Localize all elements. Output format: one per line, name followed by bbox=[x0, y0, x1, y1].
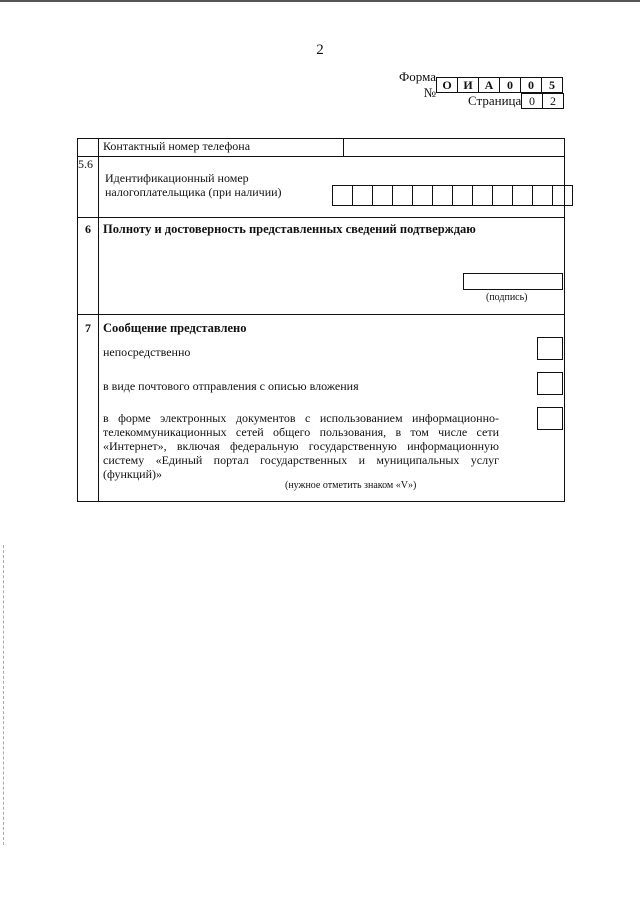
phone-label: Контактный номер телефона bbox=[99, 139, 344, 157]
application-form-table bbox=[77, 138, 565, 502]
page-counter-row bbox=[468, 93, 564, 109]
inn-digit-box[interactable] bbox=[532, 185, 553, 206]
inn-digit-box[interactable] bbox=[452, 185, 473, 206]
inn-label-line1: Идентификационный номер bbox=[105, 171, 249, 185]
option-electronic-label: в форме электронных документов с использованием информационно-телекоммуникационных сетей общего пользования, в том числе сети «Интернет», включая федеральную государственную информационную систему «Единый портал государственных и муниципальных услуг (функций)» bbox=[103, 411, 499, 481]
form-code-cell: И bbox=[457, 77, 479, 93]
inn-digit-box[interactable] bbox=[432, 185, 453, 206]
confirmation-cell bbox=[99, 218, 565, 315]
inn-digit-box[interactable] bbox=[552, 185, 573, 206]
phone-row bbox=[78, 139, 565, 157]
option-electronic-checkbox[interactable] bbox=[537, 407, 563, 430]
form-number-row bbox=[384, 69, 564, 100]
confirmation-number: 6 bbox=[78, 218, 99, 315]
form-header bbox=[384, 69, 564, 109]
signature-label: (подпись) bbox=[486, 292, 528, 303]
submission-title: Сообщение представлено bbox=[103, 321, 247, 335]
option-mail-checkbox[interactable] bbox=[537, 372, 563, 395]
phone-row-number bbox=[78, 139, 99, 157]
form-code-cell: 5 bbox=[541, 77, 563, 93]
option-direct-checkbox[interactable] bbox=[537, 337, 563, 360]
inn-number: 5.6 bbox=[78, 157, 99, 218]
page-digit-cell: 0 bbox=[521, 93, 543, 109]
inn-digit-box[interactable] bbox=[352, 185, 373, 206]
top-border-line bbox=[0, 0, 640, 2]
phone-input[interactable] bbox=[344, 139, 565, 157]
inn-cell bbox=[99, 157, 565, 218]
form-code-cell: 0 bbox=[499, 77, 521, 93]
checkbox-instruction-note: (нужное отметить знаком «V») bbox=[285, 480, 417, 491]
inn-digit-boxes bbox=[333, 185, 573, 206]
option-mail-label: в виде почтового отправления с описью вложения bbox=[103, 379, 359, 393]
form-number-label: Форма № bbox=[399, 69, 436, 100]
form-code-cell: А bbox=[478, 77, 500, 93]
submission-row bbox=[78, 315, 565, 502]
inn-row bbox=[78, 157, 565, 218]
signature-field[interactable] bbox=[463, 273, 563, 290]
inn-label bbox=[105, 171, 282, 199]
submission-number: 7 bbox=[78, 315, 99, 502]
scan-margin-line bbox=[3, 545, 4, 845]
confirmation-row bbox=[78, 218, 565, 315]
page-counter-label: Страница bbox=[468, 93, 522, 108]
inn-digit-box[interactable] bbox=[512, 185, 533, 206]
form-code-cell: 0 bbox=[520, 77, 542, 93]
confirmation-title: Полноту и достоверность представленных сведений подтверждаю bbox=[103, 222, 476, 236]
submission-cell bbox=[99, 315, 565, 502]
page-number: 2 bbox=[316, 42, 324, 58]
page-digit-cell: 2 bbox=[542, 93, 564, 109]
inn-digit-box[interactable] bbox=[372, 185, 393, 206]
inn-digit-box[interactable] bbox=[472, 185, 493, 206]
inn-digit-box[interactable] bbox=[332, 185, 353, 206]
option-direct-label: непосредственно bbox=[103, 345, 191, 359]
inn-label-line2: налогоплательщика (при наличии) bbox=[105, 185, 282, 199]
inn-digit-box[interactable] bbox=[492, 185, 513, 206]
form-code-cell: О bbox=[436, 77, 458, 93]
inn-digit-box[interactable] bbox=[392, 185, 413, 206]
inn-digit-box[interactable] bbox=[412, 185, 433, 206]
